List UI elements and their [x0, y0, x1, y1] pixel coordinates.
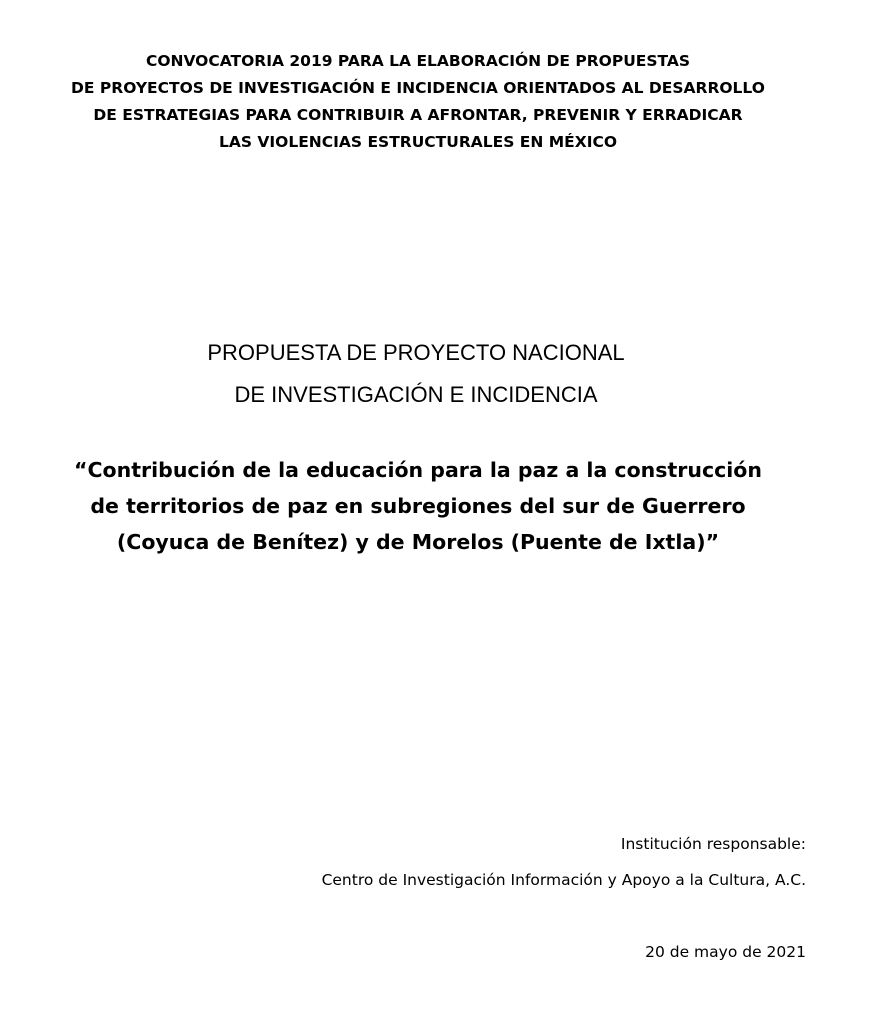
call-header-line: DE ESTRATEGIAS PARA CONTRIBUIR A AFRONTAR, PREVENIR Y ERRADICAR [93, 106, 743, 124]
call-header-line: LAS VIOLENCIAS ESTRUCTURALES EN MÉXICO [218, 133, 618, 151]
institution-name: Centro de Investigación Información y Apoyo a la Cultura, A.C. [321, 871, 806, 889]
proposal-type [0, 332, 832, 416]
document-date: 20 de mayo de 2021 [645, 943, 806, 961]
proposal-type-line: PROPUESTA DE PROYECTO NACIONAL [207, 340, 625, 365]
call-header-line: CONVOCATORIA 2019 PARA LA ELABORACIÓN DE PROPUESTAS [145, 52, 691, 70]
project-title-line: de territorios de paz en subregiones del sur de Guerrero [90, 494, 746, 518]
institution-label: Institución responsable: [620, 835, 806, 853]
proposal-type-line: DE INVESTIGACIÓN E INCIDENCIA [234, 382, 598, 407]
project-title-line: “Contribución de la educación para la paz a la construcción [74, 458, 762, 482]
call-header-line: DE PROYECTOS DE INVESTIGACIÓN E INCIDENCIA ORIENTADOS AL DESARROLLO [71, 79, 765, 97]
project-title-line: (Coyuca de Benítez) y de Morelos (Puente de Ixtla)” [116, 530, 720, 554]
project-title [0, 452, 836, 560]
call-header [0, 48, 836, 156]
